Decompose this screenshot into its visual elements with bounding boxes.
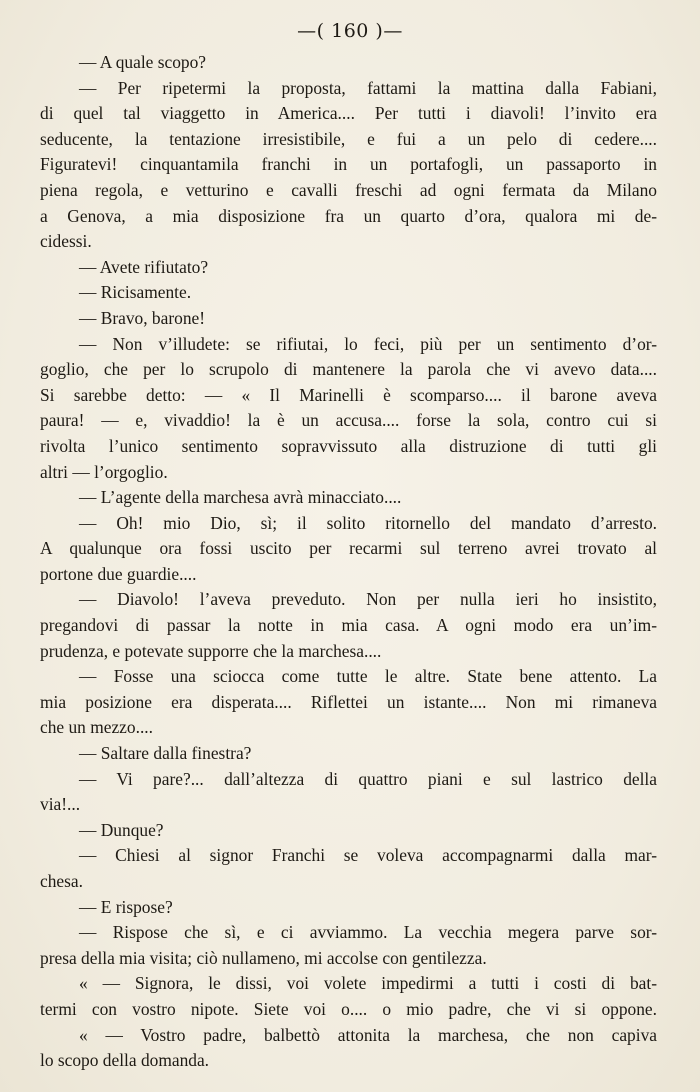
text-line: via!... xyxy=(40,794,81,815)
text-line: a Genova, a mia disposizione fra un quarto d’ora, qualora mi de- xyxy=(40,205,657,226)
text-line: goglio, che per lo scrupolo di mantenere la parola che vi avevo data.... xyxy=(40,359,657,380)
text-line: portone due guardie.... xyxy=(40,563,197,584)
text-line: lo scopo della domanda. xyxy=(40,1050,210,1071)
body-text xyxy=(40,50,657,1074)
text-line: paura! — e, vivaddio! la è un accusa.... forse la sola, contro cui si xyxy=(40,410,657,431)
text-line: — Rispose che sì, e ci avviammo. La vecchia megera parve sor- xyxy=(79,922,657,943)
text-line: — E rispose? xyxy=(79,896,173,917)
text-line: — Saltare dalla finestra? xyxy=(79,743,252,764)
page-number: —( 160 )— xyxy=(297,20,403,42)
text-line: A qualunque ora fossi uscito per recarmi sul terreno avrei trovato al xyxy=(40,538,657,559)
text-line: piena regola, e vetturino e cavalli freschi ad ogni fermata da Milano xyxy=(40,179,657,200)
text-line: — Vi pare?... dall’altezza di quattro piani e sul lastrico della xyxy=(79,768,657,789)
text-line: presa della mia visita; ciò nullameno, mi accolse con gentilezza. xyxy=(40,947,487,968)
text-line: — Bravo, barone! xyxy=(79,307,206,328)
text-line: « — Vostro padre, balbettò attonita la marchesa, che non capiva xyxy=(79,1024,657,1045)
text-line: termi con vostro nipote. Siete voi o.... o mio padre, che vi si oppone. xyxy=(40,998,657,1019)
text-line: — Avete rifiutato? xyxy=(79,256,209,277)
text-line: Figuratevi! cinquantamila franchi in un portafogli, un passaporto in xyxy=(40,154,657,175)
text-line: altri — l’orgoglio. xyxy=(40,461,168,482)
text-line: rivolta l’unico sentimento sopravvissuto alla distruzione di tutti gli xyxy=(40,435,657,456)
text-line: — Oh! mio Dio, sì; il solito ritornello del mandato d’arresto. xyxy=(79,512,657,533)
text-line: — Fosse una sciocca come tutte le altre. State bene attento. La xyxy=(79,666,657,687)
text-line: — Diavolo! l’aveva preveduto. Non per nulla ieri ho insistito, xyxy=(79,589,657,610)
text-line: « — Signora, le dissi, voi volete impedirmi a tutti i costi di bat- xyxy=(79,973,657,994)
text-line: prudenza, e potevate supporre che la marchesa.... xyxy=(40,640,382,661)
text-line: — Per ripetermi la proposta, fattami la mattina dalla Fabiani, xyxy=(79,77,657,98)
text-line: cidessi. xyxy=(40,231,92,252)
text-line: — Chiesi al signor Franchi se voleva accompagnarmi dalla mar- xyxy=(79,845,657,866)
text-line: di quel tal viaggetto in America.... Per tutti i diavoli! l’invito era xyxy=(40,103,657,124)
text-line: Si sarebbe detto: — « Il Marinelli è scomparso.... il barone aveva xyxy=(40,384,657,405)
text-line: mia posizione era disperata.... Riflettei un istante.... Non mi rimaneva xyxy=(40,691,657,712)
text-line: — Non v’illudete: se rifiutai, lo feci, più per un sentimento d’or- xyxy=(79,333,657,354)
text-line: — L’agente della marchesa avrà minacciato.... xyxy=(79,487,402,508)
text-line: — A quale scopo? xyxy=(79,52,207,72)
text-line: che un mezzo.... xyxy=(40,717,153,738)
text-line: — Ricisamente. xyxy=(79,282,192,303)
text-line: chesa. xyxy=(40,871,83,891)
text-line: — Dunque? xyxy=(79,819,164,840)
text-line: seducente, la tentazione irresistibile, e fui a un pelo di cedere.... xyxy=(40,128,657,149)
text-line: pregandovi di passar la notte in mia casa. A ogni modo era un’im- xyxy=(40,615,657,636)
